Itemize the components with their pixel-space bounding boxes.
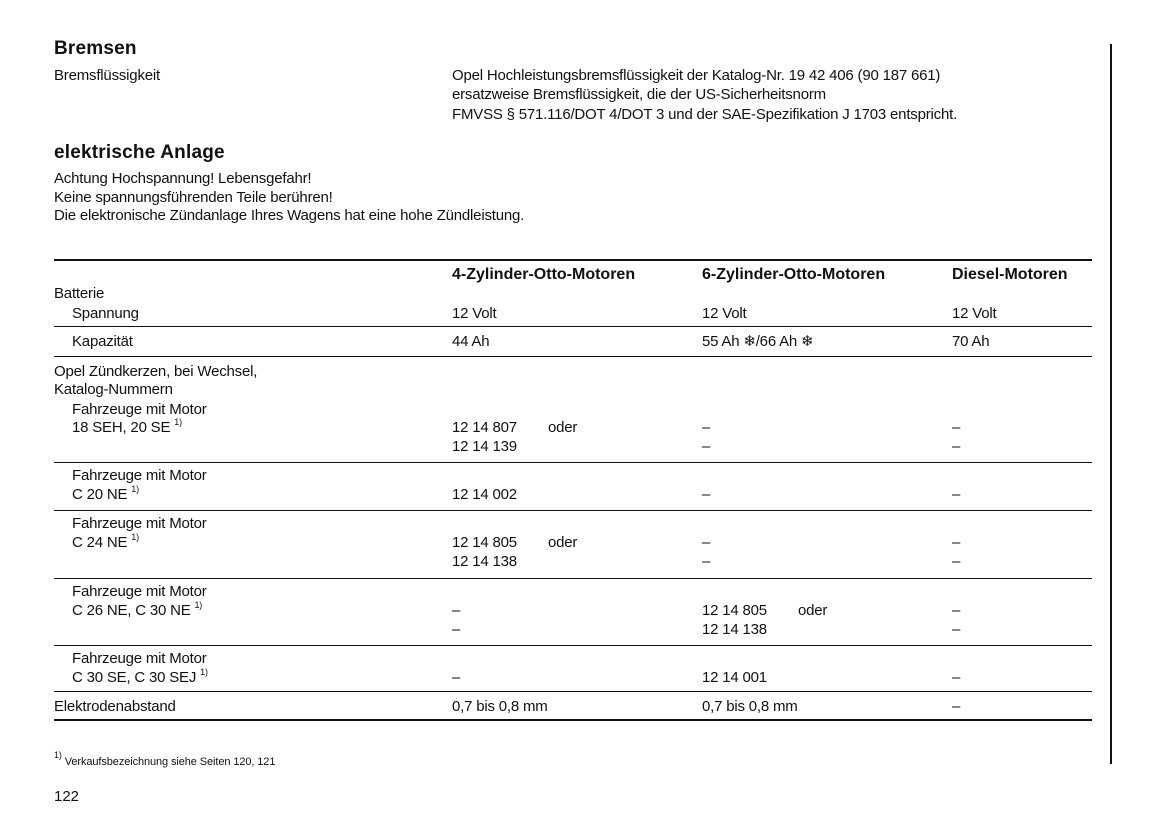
footnote bbox=[54, 750, 276, 768]
sparkplug-4cyl: 12 14 139 bbox=[452, 438, 517, 455]
voltage-label: Spannung bbox=[72, 305, 139, 322]
row-divider bbox=[54, 645, 1092, 646]
sparkplug-4cyl: 12 14 002 bbox=[452, 486, 517, 503]
sparkplug-4cyl: 12 14 807 bbox=[452, 419, 517, 436]
sparkplug-6cyl: 12 14 805 bbox=[702, 602, 767, 619]
vehicle-prefix: Fahrzeuge mit Motor bbox=[72, 583, 207, 600]
row-divider bbox=[54, 462, 1092, 463]
electrode-gap-6cyl: 0,7 bis 0,8 mm bbox=[702, 698, 798, 715]
or-text: oder bbox=[548, 419, 578, 436]
sparkplug-6cyl: 12 14 138 bbox=[702, 621, 767, 638]
vehicle-prefix: Fahrzeuge mit Motor bbox=[72, 401, 207, 418]
sparkplug-diesel: – bbox=[952, 534, 961, 551]
header-4cyl: 4-Zylinder-Otto-Motoren bbox=[452, 266, 636, 283]
voltage-4cyl: 12 Volt bbox=[452, 305, 497, 322]
vehicle-prefix: Fahrzeuge mit Motor bbox=[72, 467, 207, 484]
brake-fluid-line-2: ersatzweise Bremsflüssigkeit, die der US-Sicherheitsnorm bbox=[452, 86, 826, 103]
margin-bar bbox=[1110, 44, 1112, 764]
engine-code: 18 SEH, 20 SE $^{1)}$ bbox=[72, 417, 182, 436]
sparkplug-4cyl: – bbox=[452, 621, 461, 638]
engine-code: C 20 NE $^{1)}$ bbox=[72, 484, 139, 503]
brakes-heading: Bremsen bbox=[54, 38, 137, 59]
brake-fluid-line-1: Opel Hochleistungsbremsflüssigkeit der Katalog-Nr. 19 42 406 (90 187 661) bbox=[452, 67, 941, 84]
footnote-ref: 1) bbox=[200, 667, 208, 677]
footnote-ref: 1) bbox=[194, 600, 203, 610]
page-number: 122 bbox=[54, 788, 80, 805]
brake-fluid-line-3: FMVSS § 571.116/DOT 4/DOT 3 und der SAE-Spezifikation J 1703 entspricht. bbox=[452, 106, 958, 123]
row-divider bbox=[54, 356, 1092, 357]
sparkplug-diesel: – bbox=[952, 621, 961, 638]
sparkplug-label-2: Katalog-Nummern bbox=[54, 381, 173, 398]
footnote-ref: 1) bbox=[174, 417, 182, 427]
electrode-gap-label: Elektrodenabstand bbox=[54, 698, 176, 715]
electrode-gap-4cyl: 0,7 bis 0,8 mm bbox=[452, 698, 548, 715]
electrical-heading: elektrische Anlage bbox=[54, 142, 225, 163]
table-top-rule bbox=[54, 259, 1092, 261]
sparkplug-diesel: – bbox=[952, 486, 961, 503]
sparkplug-4cyl: 12 14 138 bbox=[452, 553, 517, 570]
battery-label: Batterie bbox=[54, 285, 105, 302]
sparkplug-diesel: – bbox=[952, 602, 961, 619]
warning-line-2: Keine spannungsführenden Teile berühren! bbox=[54, 189, 333, 206]
footnote-ref: 1) bbox=[131, 532, 139, 542]
sparkplug-label-1: Opel Zündkerzen, bei Wechsel, bbox=[54, 363, 258, 380]
engine-code: C 30 SE, C 30 SEJ $^{1)}$ bbox=[72, 667, 208, 686]
sparkplug-diesel: – bbox=[952, 553, 961, 570]
header-6cyl: 6-Zylinder-Otto-Motoren bbox=[702, 266, 886, 283]
row-divider bbox=[54, 326, 1092, 327]
capacity-6cyl: 55 Ah ❄/66 Ah ❄ bbox=[702, 333, 814, 350]
footnote-ref: 1) bbox=[131, 484, 139, 494]
sparkplug-6cyl: 12 14 001 bbox=[702, 669, 767, 686]
sparkplug-diesel: – bbox=[952, 438, 961, 455]
sparkplug-diesel: – bbox=[952, 419, 961, 436]
sparkplug-6cyl: – bbox=[702, 419, 711, 436]
sparkplug-6cyl: – bbox=[702, 534, 711, 551]
table-bottom-rule bbox=[54, 719, 1092, 721]
capacity-4cyl: 44 Ah bbox=[452, 333, 490, 350]
footnote-mark: 1) bbox=[54, 750, 62, 760]
voltage-6cyl: 12 Volt bbox=[702, 305, 747, 322]
row-divider bbox=[54, 691, 1092, 692]
sparkplug-6cyl: – bbox=[702, 553, 711, 570]
or-text: oder bbox=[798, 602, 828, 619]
engine-code: C 26 NE, C 30 NE $^{1)}$ bbox=[72, 600, 203, 619]
header-diesel: Diesel-Motoren bbox=[952, 266, 1068, 283]
warning-line-1: Achtung Hochspannung! Lebensgefahr! bbox=[54, 170, 312, 187]
sparkplug-6cyl: – bbox=[702, 438, 711, 455]
brake-fluid-label: Bremsflüssigkeit bbox=[54, 67, 160, 84]
sparkplug-4cyl: – bbox=[452, 602, 461, 619]
electrode-gap-diesel: – bbox=[952, 698, 961, 715]
voltage-diesel: 12 Volt bbox=[952, 305, 997, 322]
row-divider bbox=[54, 510, 1092, 511]
vehicle-prefix: Fahrzeuge mit Motor bbox=[72, 650, 207, 667]
sparkplug-4cyl: – bbox=[452, 669, 461, 686]
vehicle-prefix: Fahrzeuge mit Motor bbox=[72, 515, 207, 532]
or-text: oder bbox=[548, 534, 578, 551]
capacity-label: Kapazität bbox=[72, 333, 133, 350]
sparkplug-6cyl: – bbox=[702, 486, 711, 503]
sparkplug-4cyl: 12 14 805 bbox=[452, 534, 517, 551]
row-divider bbox=[54, 578, 1092, 579]
footnote-text: Verkaufsbezeichnung siehe Seiten 120, 121 bbox=[64, 756, 276, 768]
engine-code: C 24 NE $^{1)}$ bbox=[72, 532, 139, 551]
sparkplug-diesel: – bbox=[952, 669, 961, 686]
capacity-diesel: 70 Ah bbox=[952, 333, 990, 350]
warning-line-3: Die elektronische Zündanlage Ihres Wagens hat eine hohe Zündleistung. bbox=[54, 207, 525, 224]
